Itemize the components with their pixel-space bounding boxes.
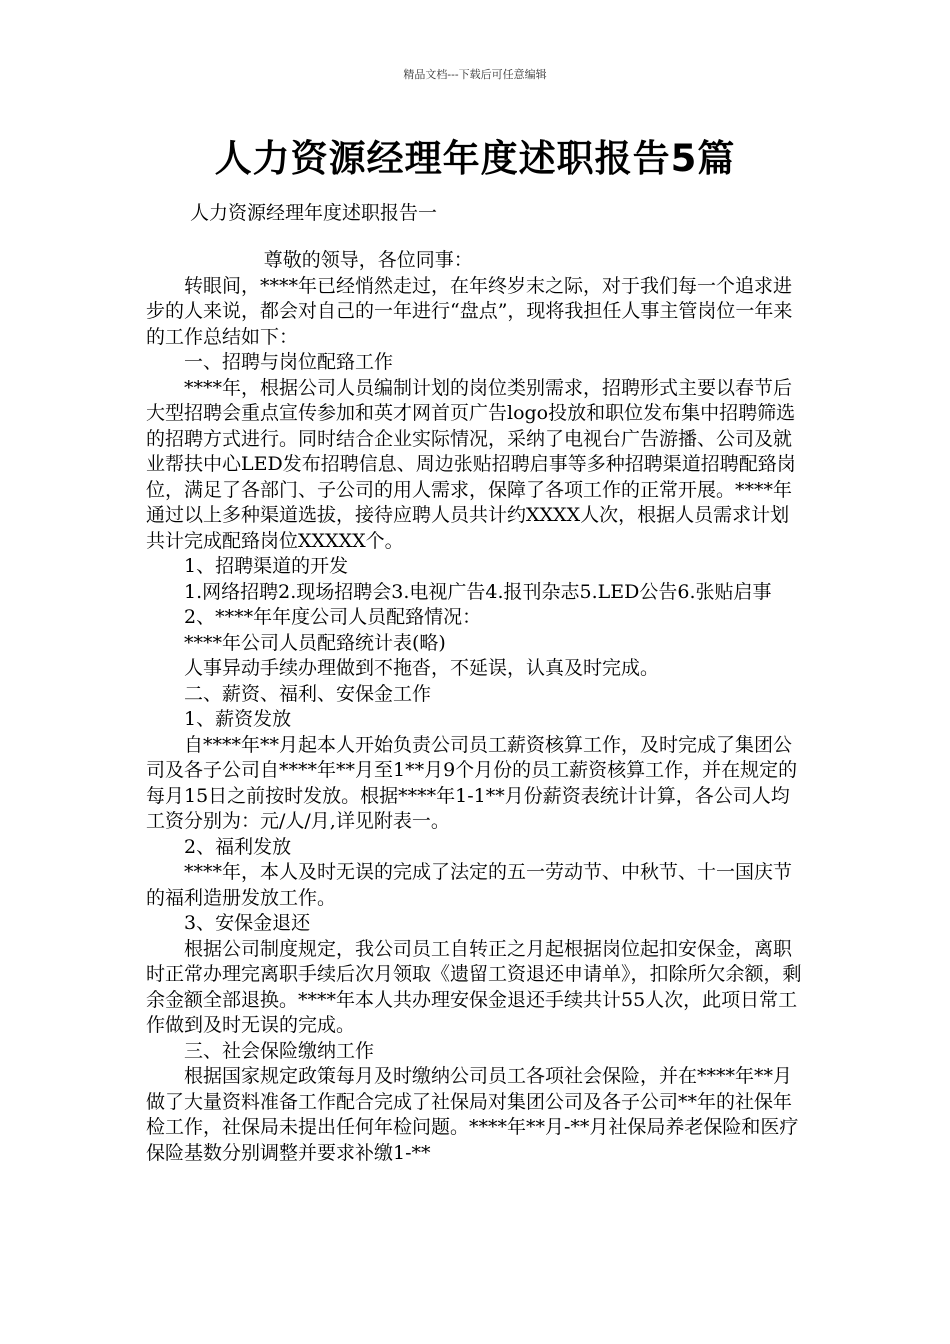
- subsection-heading: 1、招聘渠道的开发: [184, 555, 349, 577]
- header-note: 精品文档---下载后可任意编辑: [403, 68, 547, 81]
- paragraph: 自****年**月起本人开始负责公司员工薪资核算工作，及时完成了集团公司及各子公司自****年**月至1**月9个月份的员工薪资核算工作，并在规定的每月15日之前按时发放。根据****年1-1**月份薪资表统计计算，各公司人均工资分别为：元/人/月,详见附表一。: [146, 733, 798, 832]
- document-title: 人力资源经理年度述职报告5篇: [214, 137, 736, 180]
- subsection-heading: 1、薪资发放: [184, 708, 292, 730]
- salutation: 尊敬的领导，各位同事：: [263, 249, 473, 271]
- subsection-heading: 2、****年年度公司人员配臵情况：: [184, 606, 482, 628]
- paragraph: ****年，根据公司人员编制计划的岗位类别需求，招聘形式主要以春节后大型招聘会重点宣传参加和英才网首页广告logo投放和职位发布集中招聘筛选的招聘方式进行。同时结合企业实际情况，采纳了电视台广告游播、公司及就业帮扶中心LED发布招聘信息、周边张贴招聘启事等多种招聘渠道招聘配臵岗位，满足了各部门、子公司的用人需求，保障了各项工作的正常开展。****年通过以上多种渠道选拔，接待应聘人员共计约XXXX人次，根据人员需求计划共计完成配臵岗位XXXXX个。: [146, 376, 796, 552]
- report-subtitle: 人力资源经理年度述职报告一: [190, 202, 438, 224]
- paragraph: 转眼间，****年已经悄然走过，在年终岁末之际，对于我们每一个追求进步的人来说，都会对自己的一年进行“盘点”，现将我担任人事主管岗位一年来的工作总结如下：: [146, 274, 793, 348]
- section-heading: 一、招聘与岗位配臵工作: [184, 351, 394, 373]
- section-heading: 三、社会保险缴纳工作: [184, 1039, 375, 1062]
- paragraph: ****年公司人员配臵统计表(略): [184, 631, 446, 654]
- paragraph: ****年，本人及时无误的完成了法定的五一劳动节、中秋节、十一国庆节的福利造册发放工作。: [146, 861, 793, 909]
- subsection-heading: 3、安保金退还: [184, 912, 311, 934]
- subsection-heading: 2、福利发放: [184, 835, 292, 858]
- paragraph: 根据公司制度规定，我公司员工自转正之月起根据岗位起扣安保金，离职时正常办理完离职手续后次月领取《遗留工资退还申请单》，扣除所欠余额，剩余金额全部退换。****年本人共办理安保金退还手续共计55人次，此项日常工作做到及时无误的完成。: [146, 937, 802, 1036]
- paragraph: 1.网络招聘2.现场招聘会3.电视广告4.报刊杂志5.LED公告6.张贴启事: [184, 580, 772, 603]
- paragraph: 根据国家规定政策每月及时缴纳公司员工各项社会保险，并在****年**月做了大量资料准备工作配合完成了社保局对集团公司及各子公司**年的社保年检工作，社保局未提出任何年检问题。****年**月-**月社保局养老保险和医疗保险基数分别调整并要求补缴1-**: [146, 1065, 799, 1164]
- section-heading: 二、薪资、福利、安保金工作: [184, 682, 432, 705]
- paragraph: 人事异动手续办理做到不拖沓，不延误，认真及时完成。: [184, 657, 660, 679]
- document-body: [146, 248, 806, 1166]
